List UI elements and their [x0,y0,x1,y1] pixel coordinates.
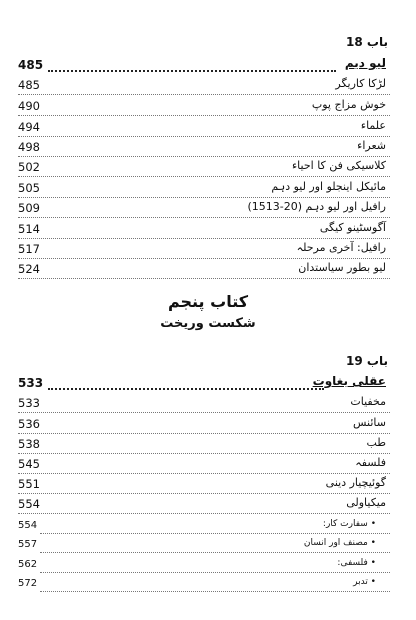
entry-rule [18,238,390,239]
entry-page: 533 [18,396,40,410]
entry-rule [18,156,390,157]
subentry-page: 557 [18,539,38,550]
section-page: 533 [18,376,44,390]
entry-title: رافیل اور لیو دہم (20-1513) [247,200,386,213]
section-title: عقلی بغاوت [312,374,386,388]
entry-rule [18,176,390,177]
entry-page: 505 [18,181,40,195]
entry-title: سائنس [353,416,386,429]
entry-rule [18,473,390,474]
entry-page: 554 [18,497,40,511]
subentry-title: • فلسفی: [337,558,376,568]
entry-page: 490 [18,99,40,113]
entry-rule [18,278,390,279]
entry-page: 524 [18,262,40,276]
entry-page: 485 [18,78,40,92]
entry-rule [18,258,390,259]
chapter-18-label: باب 18 [346,35,388,49]
entry-rule [18,217,390,218]
section-title: لیو دیم [344,56,386,70]
entry-title: لڑکا کاریگر [335,77,386,90]
leader-dots [48,388,324,390]
entry-title: میکیاولی [346,496,386,509]
subentry-rule [40,533,390,534]
entry-title: طب [366,436,386,449]
entry-title: مائیکل اینجلو اور لیو دہم [271,180,386,193]
entry-rule [18,136,390,137]
entry-title: خوش مزاج پوپ [311,98,386,111]
entry-rule [18,513,390,514]
entry-page: 545 [18,457,40,471]
subentry-rule [40,552,390,553]
subentry-title: • سفارت کار: [322,519,376,529]
chapter-19-label: باب 19 [346,354,388,368]
entry-page: 517 [18,242,40,256]
entry-page: 498 [18,140,40,154]
entry-page: 536 [18,417,40,431]
section-page: 485 [18,58,44,72]
entry-title: کلاسیکی فن کا احیاء [292,159,386,172]
entry-rule [18,412,390,413]
entry-rule [18,433,390,434]
subentry-page: 554 [18,520,38,531]
entry-title: علماء [360,119,386,132]
entry-page: 494 [18,120,40,134]
entry-rule [18,453,390,454]
entry-rule [18,94,390,95]
entry-page: 509 [18,201,40,215]
entry-page: 514 [18,222,40,236]
entry-rule [18,197,390,198]
book-title: کتاب پنجم [167,292,249,311]
entry-title: مخفیات [350,395,386,408]
leader-dots [48,70,336,72]
book-subtitle: شکست وریخت [160,316,256,331]
entry-page: 502 [18,160,40,174]
subentry-page: 562 [18,559,38,570]
entry-title: رافیل: آخری مرحلہ [296,241,386,254]
entry-title: شعراء [357,139,386,152]
subentry-title: • مصنف اور انسان [303,538,376,548]
subentry-page: 572 [18,578,38,589]
entry-page: 551 [18,477,40,491]
entry-title: آگوسٹینو کیگی [319,221,386,234]
entry-page: 538 [18,437,40,451]
entry-rule [18,493,390,494]
entry-title: گوئیچیار دینی [325,476,386,489]
subentry-rule [40,572,390,573]
entry-title: لیو بطور سیاستدان [298,261,386,274]
entry-rule [18,115,390,116]
entry-title: فلسفہ [355,456,386,469]
subentry-rule [40,591,390,592]
subentry-title: • تدبر [353,577,376,587]
